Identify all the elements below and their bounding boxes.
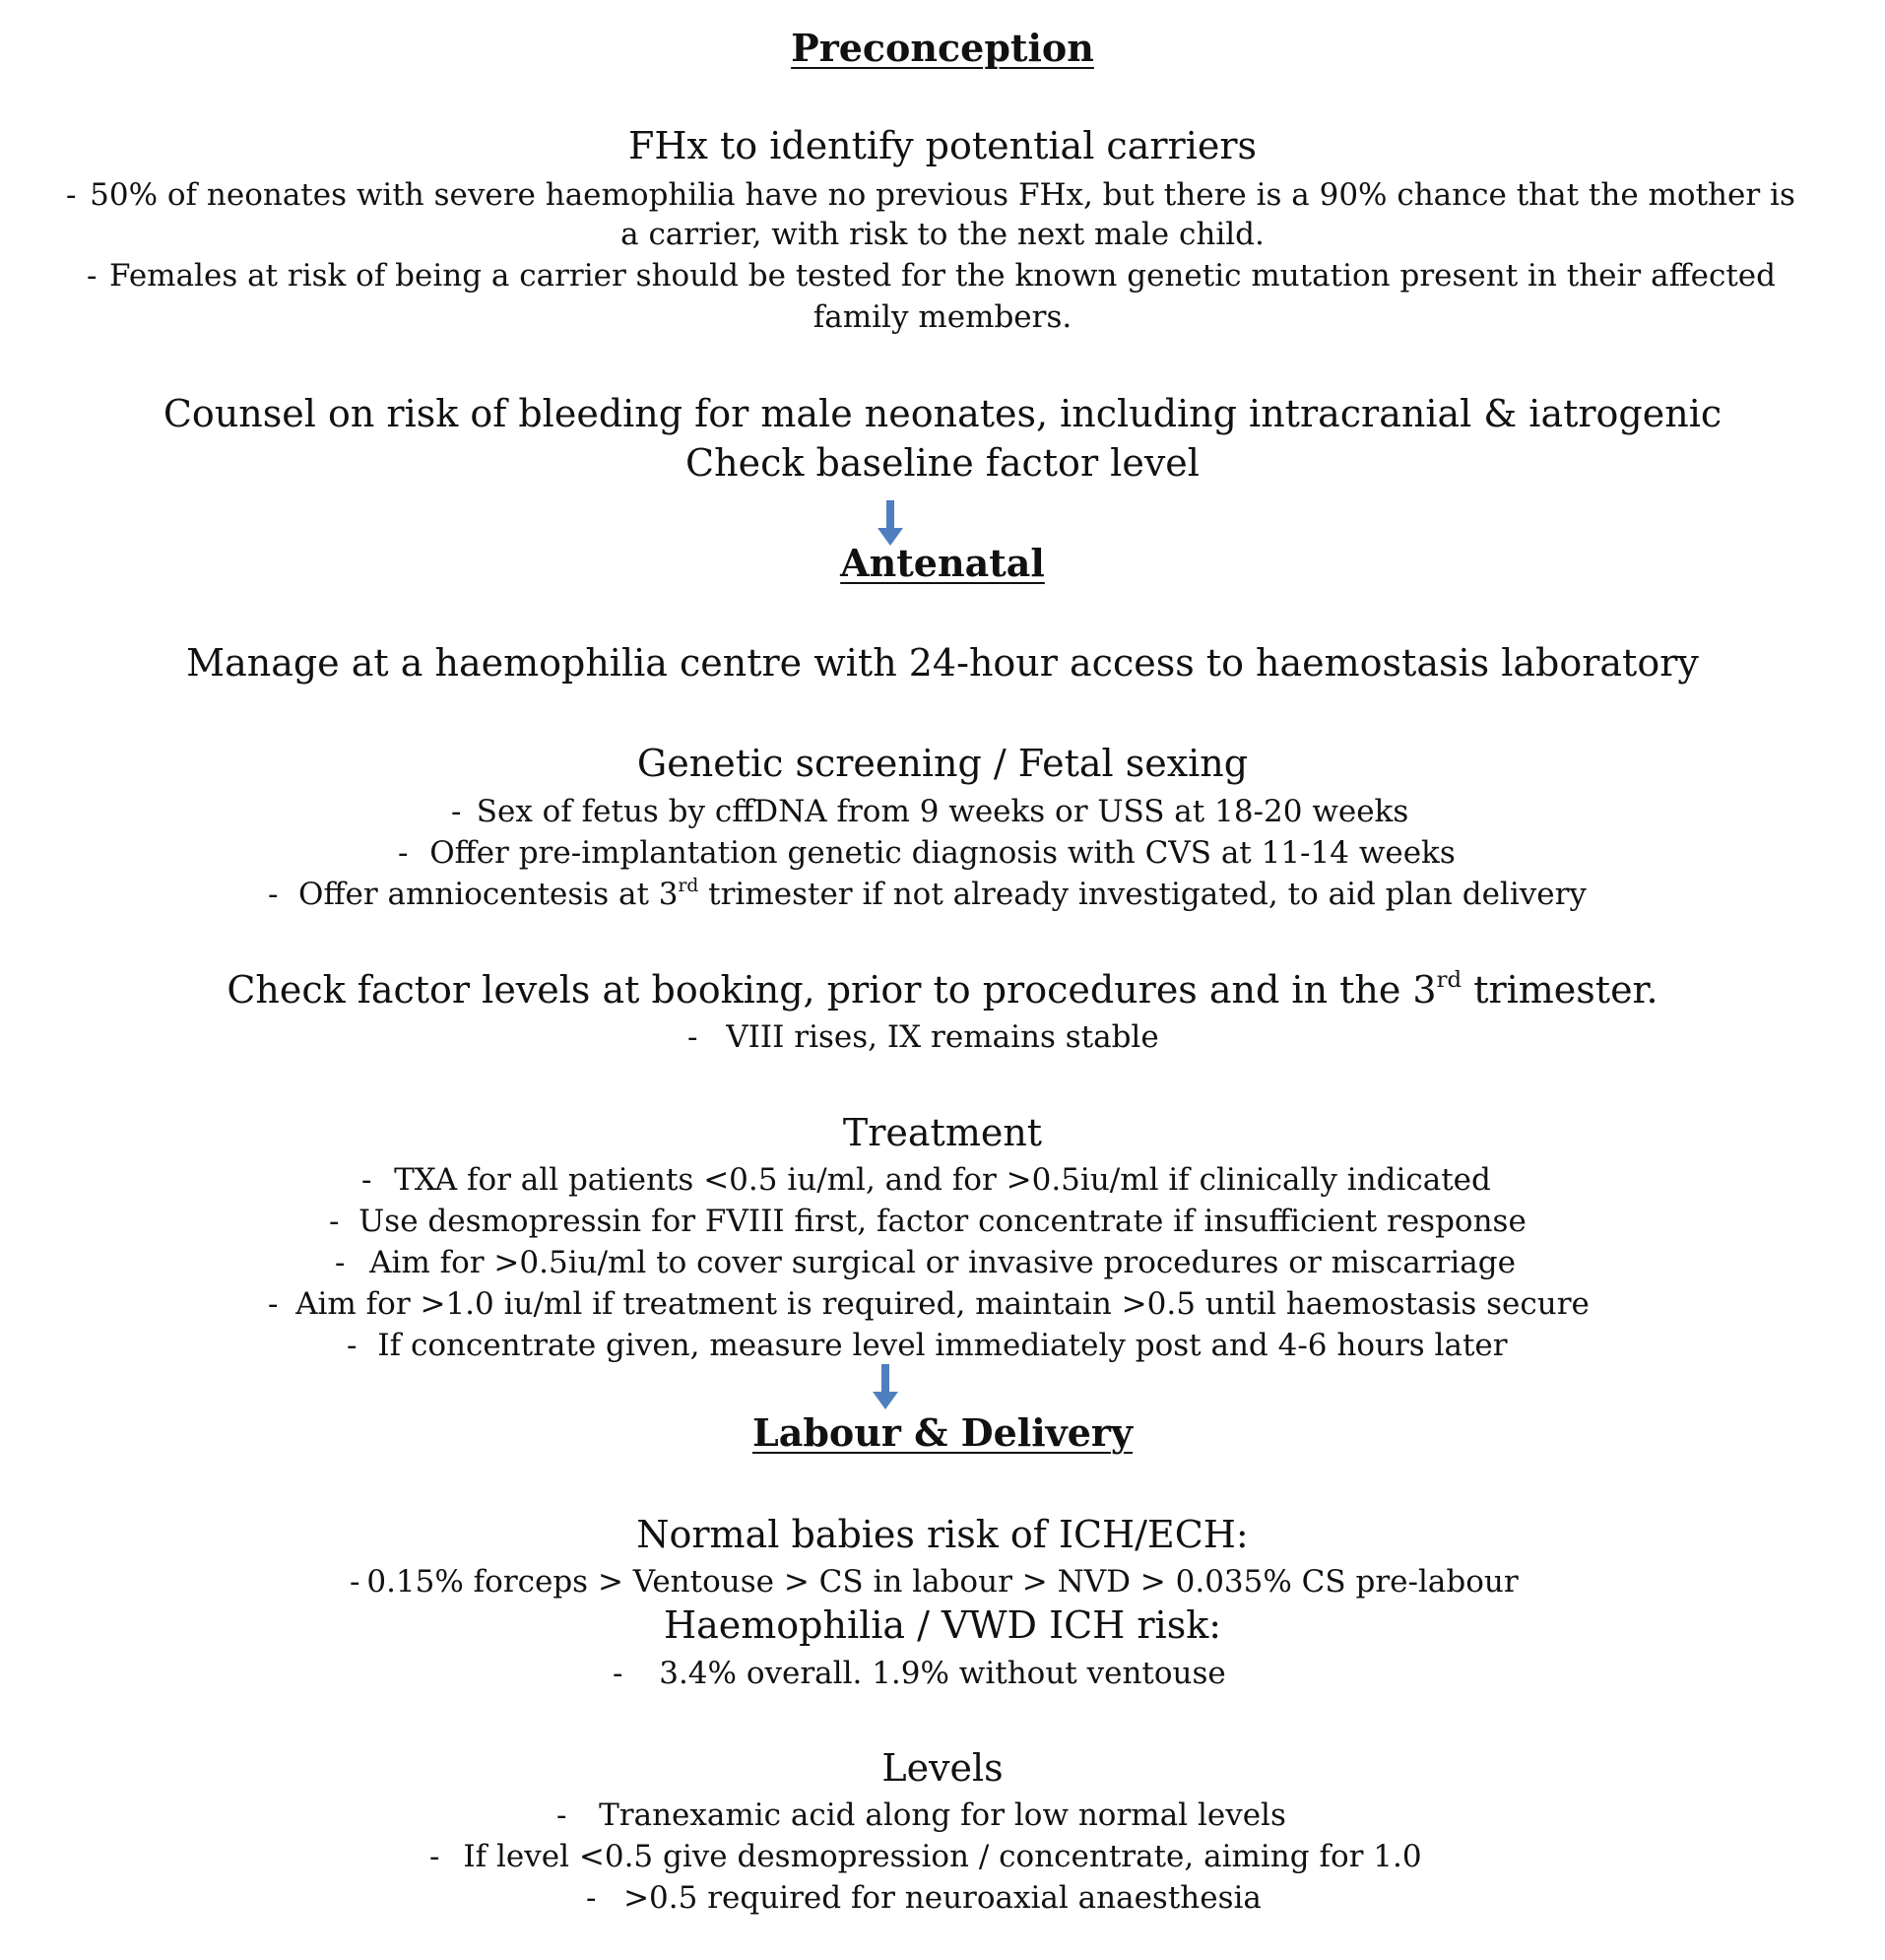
bullet-marker: - xyxy=(335,1245,346,1280)
bullet-marker: - xyxy=(429,1839,440,1874)
bullet-marker: - xyxy=(87,258,98,294)
levels-item: >0.5 required for neuroaxial anaesthesia xyxy=(623,1880,1262,1916)
treatment-item: TXA for all patients <0.5 iu/ml, and for >0.5iu/ml if clinically indicated xyxy=(394,1162,1491,1198)
levels-item: Tranexamic acid along for low normal levels xyxy=(599,1797,1286,1833)
normal-risk-item: 0.15% forceps > Ventouse > CS in labour > NVD > 0.035% CS pre-labour xyxy=(366,1564,1519,1600)
fhx-bullet-1-line-1: 50% of neonates with severe haemophilia have no previous FHx, but there is a 90% chance that the mother is xyxy=(90,177,1795,213)
fhx-heading: FHx to identify potential carriers xyxy=(627,124,1258,167)
bullet-marker: - xyxy=(268,1286,279,1322)
genetic-heading: Genetic screening / Fetal sexing xyxy=(636,742,1249,785)
amnio-item: Offer amniocentesis at 3rd trimester if not already investigated, to aid plan delivery xyxy=(298,875,1587,912)
levels-heading: Levels xyxy=(881,1746,1004,1790)
bullet-marker: - xyxy=(361,1162,372,1198)
section-heading-preconception: Preconception xyxy=(791,26,1094,70)
levels-item: If level <0.5 give desmopression / concentrate, aiming for 1.0 xyxy=(463,1839,1422,1874)
fhx-bullet-2-line-2: family members. xyxy=(812,299,1072,335)
genetic-item: Sex of fetus by cffDNA from 9 weeks or USS at 18-20 weeks xyxy=(476,794,1409,829)
baseline-text: Check baseline factor level xyxy=(685,441,1200,485)
bullet-marker: - xyxy=(556,1797,567,1833)
bullet-marker: - xyxy=(350,1564,360,1600)
genetic-item: Offer pre-implantation genetic diagnosis with CVS at 11-14 weeks xyxy=(429,835,1456,871)
down-arrow-icon xyxy=(871,1364,900,1411)
check-factor-text: Check factor levels at booking, prior to procedures and in the 3rd trimester. xyxy=(227,967,1658,1012)
bullet-marker: - xyxy=(329,1204,340,1239)
bullet-marker: - xyxy=(398,835,409,871)
treatment-item: Use desmopressin for FVIII first, factor concentrate if insufficient response xyxy=(358,1204,1527,1239)
bullet-marker: - xyxy=(613,1656,623,1691)
haemophilia-risk-item: 3.4% overall. 1.9% without ventouse xyxy=(659,1656,1226,1691)
check-factor-item: VIII rises, IX remains stable xyxy=(726,1019,1159,1055)
fhx-bullet-2-line-1: Females at risk of being a carrier should be tested for the known genetic mutation present in their affected xyxy=(109,258,1776,294)
bullet-marker: - xyxy=(451,794,462,829)
bullet-marker: - xyxy=(268,877,279,912)
section-heading-labour-delivery: Labour & Delivery xyxy=(751,1410,1134,1455)
normal-risk-heading: Normal babies risk of ICH/ECH: xyxy=(636,1513,1249,1556)
treatment-item: Aim for >0.5iu/ml to cover surgical or invasive procedures or miscarriage xyxy=(369,1245,1516,1280)
treatment-item: If concentrate given, measure level immediately post and 4-6 hours later xyxy=(377,1328,1508,1363)
bullet-marker: - xyxy=(66,177,77,213)
manage-text: Manage at a haemophilia centre with 24-hour access to haemostasis laboratory xyxy=(186,641,1699,685)
treatment-item: Aim for >1.0 iu/ml if treatment is required, maintain >0.5 until haemostasis secure xyxy=(295,1286,1590,1322)
bullet-marker: - xyxy=(347,1328,358,1363)
bullet-marker: - xyxy=(687,1019,698,1055)
counsel-text: Counsel on risk of bleeding for male neonates, including intracranial & iatrogenic xyxy=(162,392,1722,435)
haemophilia-risk-heading: Haemophilia / VWD ICH risk: xyxy=(663,1603,1222,1647)
bullet-marker: - xyxy=(586,1880,597,1916)
treatment-heading: Treatment xyxy=(842,1111,1043,1154)
fhx-bullet-1-line-2: a carrier, with risk to the next male child. xyxy=(620,217,1265,252)
section-heading-antenatal: Antenatal xyxy=(840,541,1045,585)
